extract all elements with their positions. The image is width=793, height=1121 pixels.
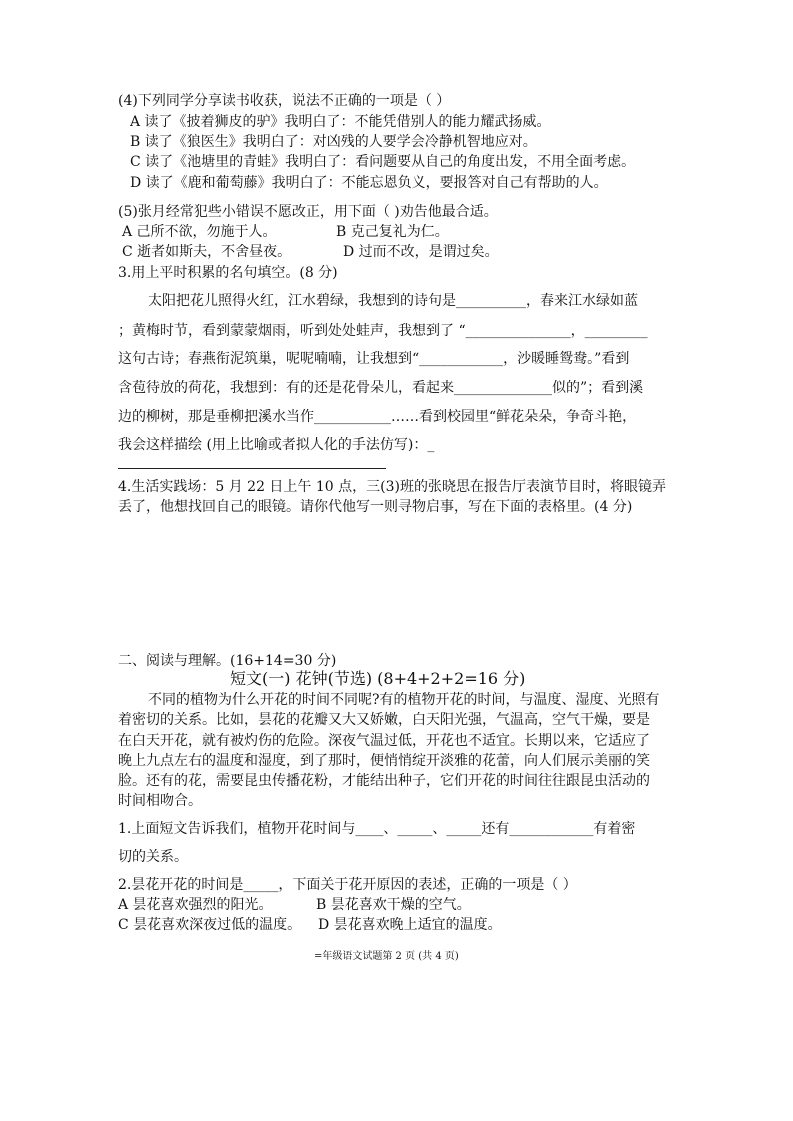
reading-q1-line-2: 切的关系。 bbox=[118, 849, 188, 865]
q3-line-5: 边的柳树，那是垂柳把溪水当作___________……看到校园里“鲜花朵朵，争奇斗艳， bbox=[118, 409, 637, 425]
reading-q2-stem: 2.昙花开花的时间是_____，下面关于花开原因的表述，正确的一项是（ ） bbox=[118, 877, 577, 893]
passage-line-4: 晚上九点左右的温度和湿度，到了那时，便悄悄绽开淡雅的花蕾，向人们展示美丽的笑 bbox=[118, 753, 650, 769]
q4b-line-2: 丢了，他想找回自己的眼镜。请你代他写一则寻物启事，写在下面的表格里。(4 分) bbox=[118, 499, 633, 515]
section2-heading: 二、阅读与理解。(16+14=30 分) bbox=[118, 653, 337, 669]
q5-option-c: C 逝者如斯夫，不舍昼夜。 bbox=[122, 244, 292, 260]
reading-q2-option-d: D 昙花喜欢晚上适宜的温度。 bbox=[318, 917, 502, 933]
q4-option-b: B 读了《狼医生》我明白了：对凶残的人要学会冷静机智地应对。 bbox=[130, 134, 537, 150]
reading-q1-line-1: 1.上面短文告诉我们，植物开花时间与____、_____、_____还有____________有着密 bbox=[118, 821, 636, 837]
q4-option-a: A 读了《披着狮皮的驴》我明白了：不能凭借别人的能力耀武扬威。 bbox=[130, 114, 551, 130]
q3-line-6: 我会这样描绘 (用上比喻或者拟人化的手法仿写)：_ bbox=[118, 437, 435, 453]
passage-line-2: 着密切的关系。比如，昙花的花瓣又大又娇嫩，白天阳光强，气温高，空气干燥，要是 bbox=[118, 712, 650, 728]
q3-line-3: 这句古诗；春燕衔泥筑巢，呢呢喃喃，让我想到“____________，沙暖睡鸳鸯。”看到 bbox=[118, 351, 630, 367]
q4-stem: (4)下列同学分享读书收获，说法不正确的一项是（ ） bbox=[118, 93, 451, 109]
q3-line-1: 太阳把花儿照得火红，江水碧绿，我想到的诗句是__________，春来江水绿如蓝 bbox=[148, 293, 638, 309]
q5-option-b: B 克己复礼为仁。 bbox=[336, 224, 449, 240]
passage-line-3: 在白天开花，就有被灼伤的危险。深夜气温过低，开花也不适宜。长期以来，它适应了 bbox=[118, 733, 650, 749]
lost-notice-answer-area[interactable] bbox=[118, 520, 678, 635]
reading-q2-option-a: A 昙花喜欢强烈的阳光。 bbox=[118, 897, 273, 913]
q4b-line-1: 4.生活实践场：5 月 22 日上午 10 点，三(3)班的张晓思在报告厅表演节目时，将眼镜弄 bbox=[118, 479, 666, 495]
passage-line-5: 脸。还有的花，需要昆虫传播花粉，才能结出种子，它们开花的时间往往跟昆虫活动的 bbox=[118, 773, 650, 789]
page-footer: =年级语文试题第 2 页 (共 4 页) bbox=[314, 951, 459, 962]
q4-option-c: C 读了《池塘里的青蛙》我明白了：看问题要从自己的角度出发，不用全面考虑。 bbox=[130, 154, 636, 170]
passage-line-6: 时间相吻合。 bbox=[118, 793, 202, 809]
q3-answer-line[interactable] bbox=[118, 468, 386, 469]
passage-title: 短文(一) 花钟(节选) (8+4+2+2=16 分) bbox=[230, 669, 526, 688]
q3-line-4: 含苞待放的荷花，我想到：有的还是花骨朵儿，看起来______________似的”；看到溪 bbox=[118, 380, 644, 396]
passage-line-1: 不同的植物为什么开花的时间不同呢?有的植物开花的时间，与温度、湿度、光照有 bbox=[148, 692, 660, 708]
q5-option-a: A 己所不欲，勿施于人。 bbox=[122, 224, 277, 240]
q3-stem: 3.用上平时积累的名句填空。(8 分) bbox=[118, 265, 338, 281]
q5-stem: (5)张月经常犯些小错误不愿改正，用下面（ )劝告他最合适。 bbox=[118, 204, 498, 220]
q3-line-2: ；黄梅时节，看到蒙蒙烟雨，听到处处蛙声，我想到了 “_______________，_________ bbox=[118, 323, 648, 339]
reading-q2-option-b: B 昙花喜欢干燥的空气。 bbox=[316, 897, 471, 913]
q4-option-d: D 读了《鹿和葡萄藤》我明白了：不能忘恩负义，要报答对自己有帮助的人。 bbox=[130, 175, 608, 191]
q5-option-d: D 过而不改，是谓过矣。 bbox=[343, 244, 499, 260]
reading-q2-option-c: C 昙花喜欢深夜过低的温度。 bbox=[118, 917, 302, 933]
